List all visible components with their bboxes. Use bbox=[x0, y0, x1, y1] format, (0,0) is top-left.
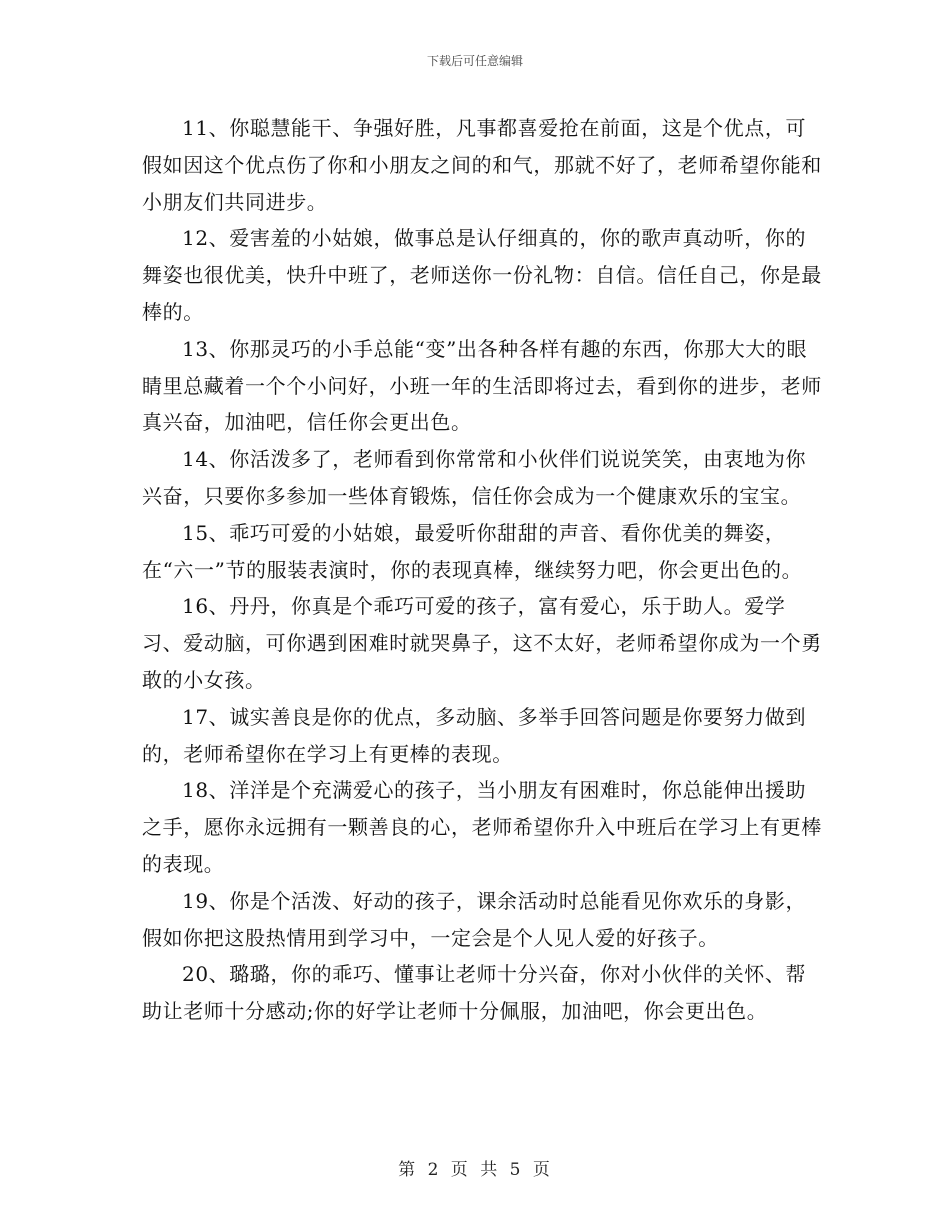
paragraph-12: 12、爱害羞的小姑娘，做事总是认仔细真的，你的歌声真动听，你的舞姿也很优美，快升中班了，老师送你一份礼物：自信。信任自己，你是最棒的。 bbox=[142, 226, 822, 324]
page-header-note: 下载后可任意编辑 bbox=[426, 54, 523, 68]
paragraph-13: 13、你那灵巧的小手总能“变”出各种各样有趣的东西，你那大大的眼睛里总藏着一个个小问好，小班一年的生活即将过去，看到你的进步，老师真兴奋，加油吧，信任你会更出色。 bbox=[142, 336, 822, 435]
paragraph-17: 17、诚实善良是你的优点，多动脑、多举手回答问题是你要努力做到的，老师希望你在学习上有更棒的表现。 bbox=[142, 704, 807, 766]
paragraph-11: 11、你聪慧能干、争强好胜，凡事都喜爱抢在前面，这是个优点，可假如因这个优点伤了你和小朋友之间的和气，那就不好了，老师希望你能和小朋友们共同进步。 bbox=[142, 116, 822, 214]
paragraph-16: 16、丹丹，你真是个乖巧可爱的孩子，富有爱心，乐于助人。爱学习、爱动脑，可你遇到困难时就哭鼻子，这不太好，老师希望你成为一个勇敢的小女孩。 bbox=[142, 594, 822, 692]
paragraph-20: 20、璐璐，你的乖巧、懂事让老师十分兴奋，你对小伙伴的关怀、帮助让老师十分感动;你的好学让老师十分佩服，加油吧，你会更出色。 bbox=[142, 962, 807, 1024]
paragraph-15: 15、乖巧可爱的小姑娘，最爱听你甜甜的声音、看你优美的舞姿，在“六一”节的服装表演时，你的表现真棒，继续努力吧，你会更出色的。 bbox=[142, 520, 803, 582]
paragraph-18: 18、洋洋是个充满爱心的孩子，当小朋友有困难时，你总能伸出援助之手，愿你永远拥有一颗善良的心，老师希望你升入中班后在学习上有更棒的表现。 bbox=[142, 778, 822, 876]
paragraph-19: 19、你是个活泼、好动的孩子，课余活动时总能看见你欢乐的身影，假如你把这股热情用到学习中，一定会是个人见人爱的好孩子。 bbox=[142, 888, 807, 950]
document-body bbox=[142, 110, 822, 1030]
page-number: 第 2 页 共 5 页 bbox=[398, 1160, 552, 1180]
paragraph-14: 14、你活泼多了，老师看到你常常和小伙伴们说说笑笑，由衷地为你兴奋，只要你多参加一些体育锻炼，信任你会成为一个健康欢乐的宝宝。 bbox=[142, 447, 807, 508]
